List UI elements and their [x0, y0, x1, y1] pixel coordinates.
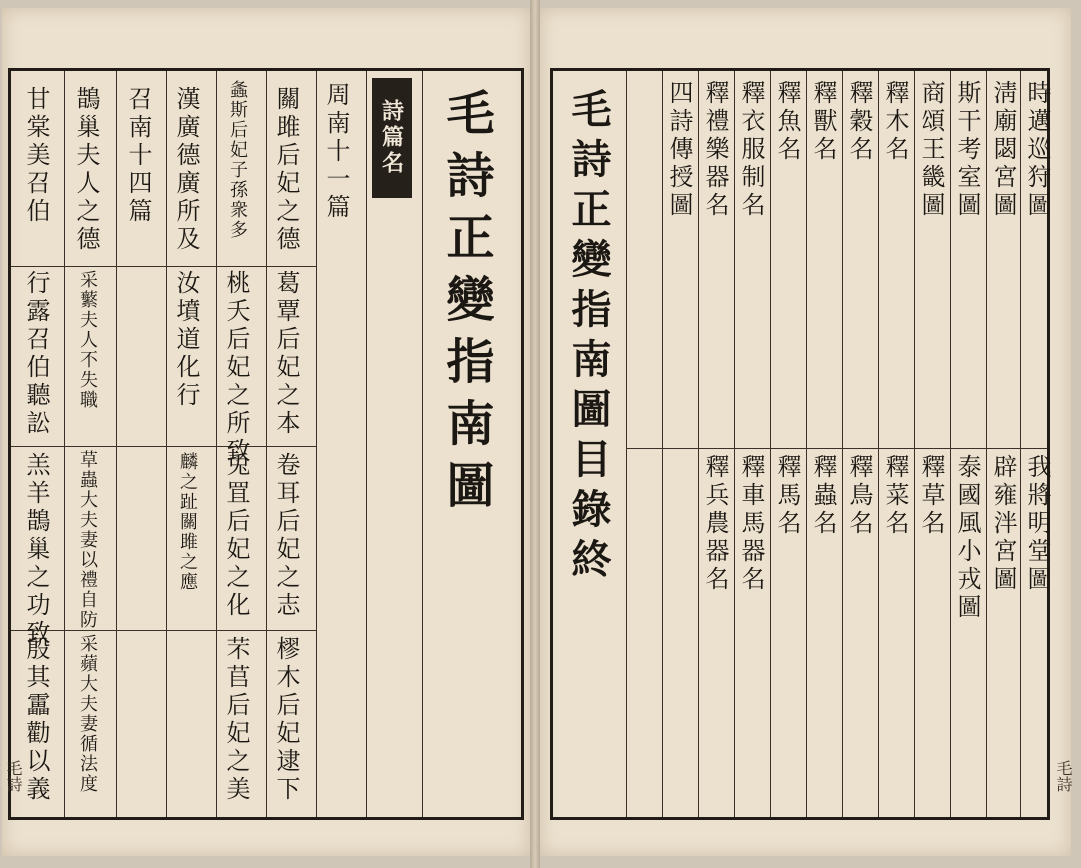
catalog-entry: 釋蟲名	[809, 454, 837, 538]
catalog-entry: 四詩傳授圖	[665, 80, 693, 220]
catalog-entry: 淸廟閟宮圖	[989, 80, 1017, 220]
poem-entry: 行露召伯聽訟	[22, 270, 50, 438]
catalog-entry: 斯干考室圖	[953, 80, 981, 220]
catalog-entry: 時邁巡狩圖	[1023, 80, 1051, 220]
poem-entry: 麟之趾關雎之應	[177, 452, 198, 592]
catalog-entry: 釋木名	[881, 80, 909, 164]
poem-entry: 關雎后妃之德	[272, 86, 300, 254]
catalog-entry: 釋魚名	[773, 80, 801, 164]
catalog-entry: 釋鳥名	[845, 454, 873, 538]
poem-entry: 草蟲大夫妻以禮自防	[77, 450, 98, 630]
catalog-entry: 釋草名	[917, 454, 945, 538]
catalog-end-title: 毛詩正變指南圖目錄終	[565, 88, 612, 588]
poem-entry: 甘棠美召伯	[22, 86, 50, 226]
poem-entry: 采蘋大夫妻循法度	[77, 634, 98, 794]
poem-entry: 漢廣德廣所及	[172, 86, 200, 254]
poem-entry: 兎罝后妃之化	[222, 452, 250, 620]
poem-entry: 汝墳道化行	[172, 270, 200, 410]
poem-entry: 葛覃后妃之本	[272, 270, 300, 438]
book-gutter	[530, 0, 540, 868]
catalog-entry: 辟雍泮宮圖	[989, 454, 1017, 594]
catalog-entry: 釋禮樂器名	[701, 80, 729, 220]
catalog-entry: 釋衣服制名	[737, 80, 765, 220]
poem-entry: 鵲巢夫人之德	[72, 86, 100, 254]
left-page	[2, 8, 530, 856]
poem-entry: 采蘩夫人不失職	[77, 270, 98, 410]
margin-label: 毛詩	[1054, 760, 1073, 792]
catalog-entry: 釋菜名	[881, 454, 909, 538]
catalog-entry: 釋車馬器名	[737, 454, 765, 594]
shaonan-heading: 召南十四篇	[124, 86, 152, 226]
catalog-entry: 釋馬名	[773, 454, 801, 538]
right-page	[540, 8, 1071, 856]
zhounan-heading: 周南十一篇	[322, 82, 350, 222]
catalog-entry: 商頌王畿圖	[917, 80, 945, 220]
catalog-entry: 我將明堂圖	[1023, 454, 1051, 594]
poem-entry: 芣苢后妃之美	[222, 636, 250, 804]
poem-entry: 桃夭后妃之所致	[222, 270, 250, 466]
book-title: 毛詩正變指南圖	[438, 88, 494, 522]
catalog-entry: 釋穀名	[845, 80, 873, 164]
poem-entry: 羔羊鵲巢之功致	[22, 452, 50, 648]
catalog-entry: 釋獸名	[809, 80, 837, 164]
poem-entry: 殷其靁勸以義	[22, 636, 50, 804]
catalog-entry: 泰國風小戎圖	[953, 454, 981, 622]
poem-entry: 樛木后妃逮下	[272, 636, 300, 804]
section-label: 詩篇名	[372, 78, 412, 198]
poem-entry: 螽斯后妃子孫衆多	[227, 80, 248, 240]
poem-entry: 卷耳后妃之志	[272, 452, 300, 620]
catalog-entry: 釋兵農器名	[701, 454, 729, 594]
margin-label: 毛詩	[4, 760, 23, 792]
